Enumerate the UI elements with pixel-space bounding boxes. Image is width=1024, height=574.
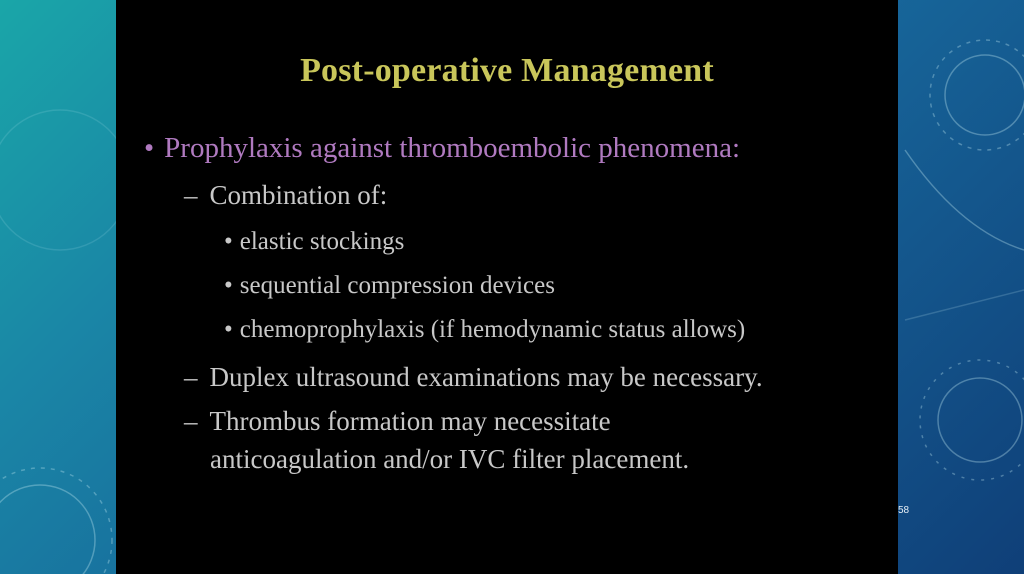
list-item-text: chemoprophylaxis (if hemodynamic status allows): [239, 316, 746, 343]
bullet-marker: •: [224, 228, 233, 255]
slide-title: Post-operative Management: [300, 52, 714, 89]
bullet-marker: •: [224, 316, 233, 343]
sub-bullet-thrombus: [184, 406, 611, 437]
bullet-marker: •: [224, 272, 233, 299]
sub-bullet-duplex: [184, 362, 763, 393]
list-item-text: sequential compression devices: [239, 272, 555, 299]
sub-bullet-text: Combination of:: [209, 180, 388, 210]
dash-marker: –: [184, 180, 198, 210]
sub-bullet-text: Duplex ultrasound examinations may be necessary.: [209, 362, 763, 392]
slide-content: [116, 0, 898, 574]
bullet-main: [144, 132, 740, 165]
sub-bullet-text: Thrombus formation may necessitate: [209, 406, 611, 436]
dash-marker: –: [184, 362, 198, 392]
list-item: [224, 316, 745, 344]
bullet-text: Prophylaxis against thromboembolic phenomena:: [164, 132, 741, 164]
list-item-text: elastic stockings: [239, 228, 405, 255]
page-number: 58: [898, 505, 910, 516]
sub-bullet-thrombus-continuation: anticoagulation and/or IVC filter placement.: [210, 444, 690, 474]
list-item: [224, 228, 404, 256]
dash-marker: –: [184, 406, 198, 436]
bullet-marker: •: [144, 132, 155, 164]
list-item: [224, 272, 555, 300]
sub-bullet-combination: [184, 180, 387, 211]
